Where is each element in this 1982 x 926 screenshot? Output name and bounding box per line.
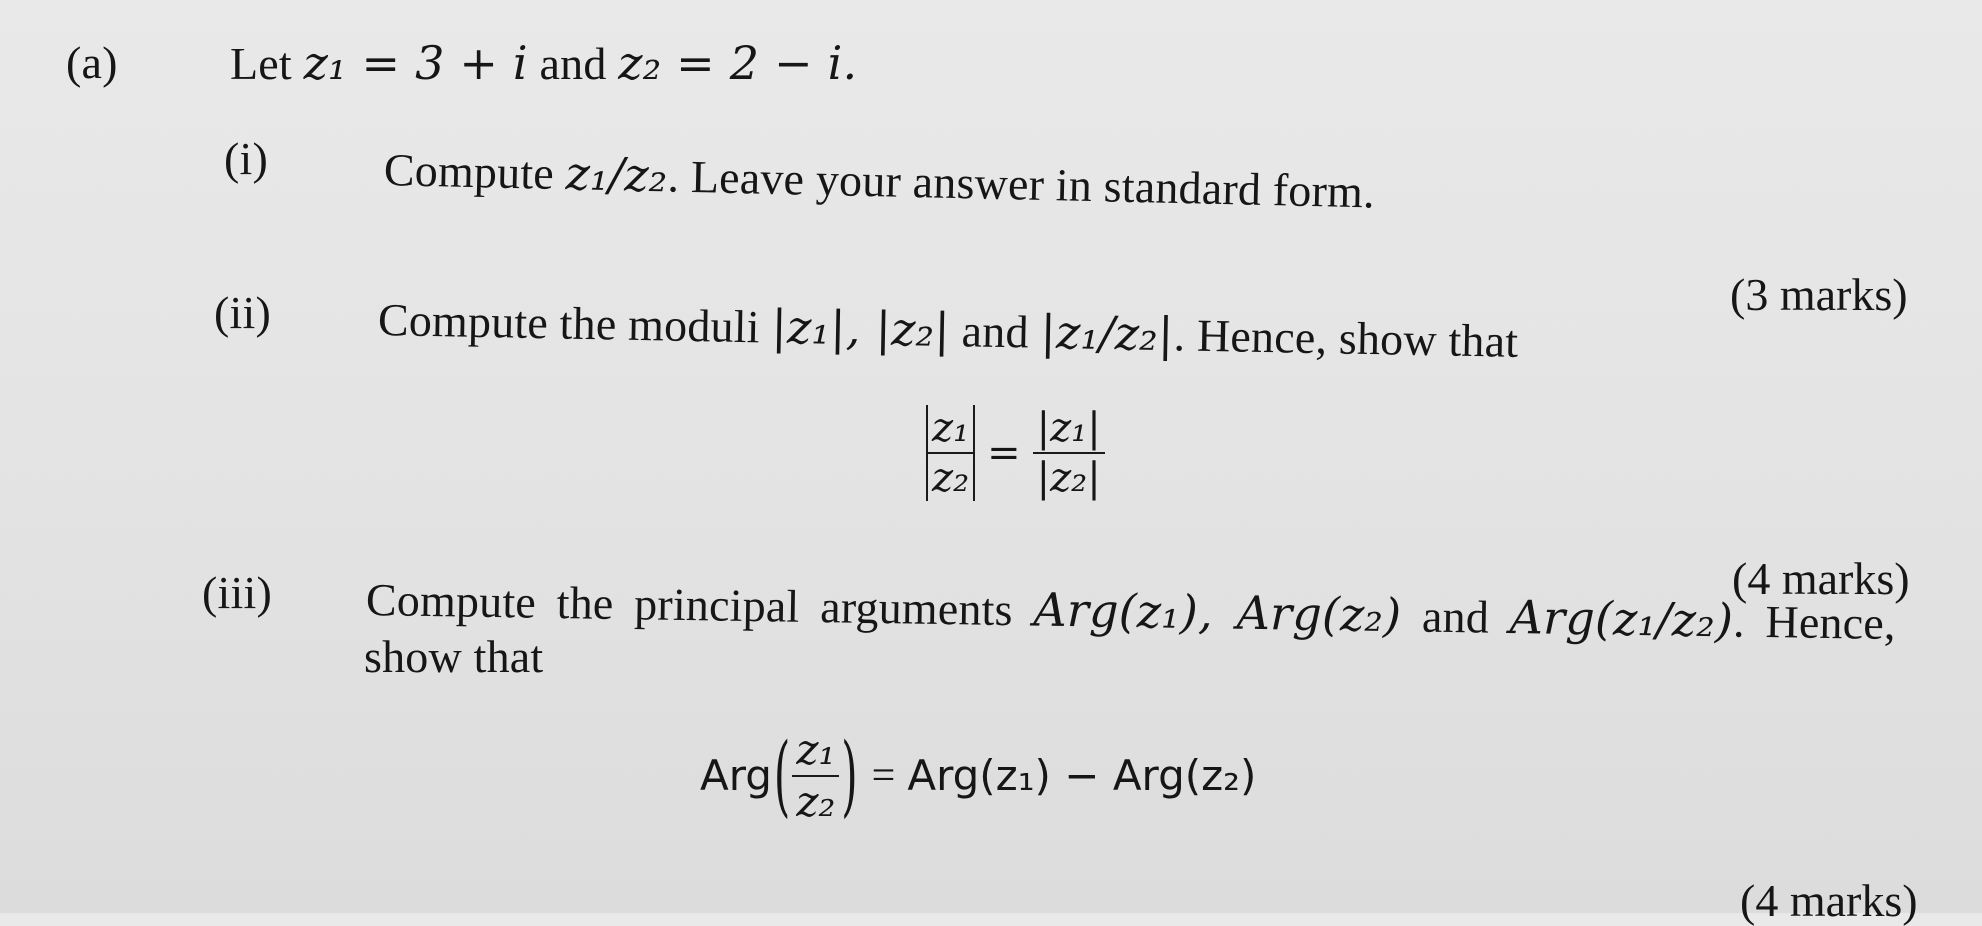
part-ii-label: (ii) [214,287,271,338]
fraction-left-denominator: z₂ [932,455,970,501]
part-iii-expr-list: Arg(z₁), Arg(z₂) [1033,582,1402,643]
part-iii-and-word: and [1421,590,1490,643]
part-ii-and-word: and [961,305,1030,358]
arg-equals-sign: = [871,753,896,800]
part-iii-question [365,574,1897,650]
arg-fraction-numerator: z₁ [796,725,836,774]
part-ii-text-before: Compute the moduli [377,294,761,353]
part-ii-question [378,296,1519,365]
fraction-left-numerator: z₁ [932,405,970,451]
fraction-right-bar [1033,452,1105,454]
part-iii-line2: show that [364,631,544,682]
part-i-marks: (3 marks) [1730,269,1908,320]
part-ii-expr-list: |z₁|, |z₂| [770,299,951,357]
intro-text: Let [230,38,292,89]
arg-fraction [792,725,839,827]
part-iii-expr-last: Arg(z₁/z₂) [1509,589,1734,648]
abs-bar-right [973,405,975,501]
left-paren: ( [773,723,791,827]
arg-fraction-denominator: z₂ [796,777,836,827]
part-ii-marks: (4 marks) [1732,553,1910,604]
fraction-left-bar [928,452,973,454]
part-ii-expr-last: |z₁/z₂| [1039,304,1175,362]
argument-equation [700,723,1257,827]
z1-definition: z₁ = 3 + i [303,36,528,90]
fraction-left [928,407,973,499]
part-iii-text-before: Compute the principal arguments [365,574,1014,636]
modulus-equation [926,405,1105,501]
right-paren: ) [841,723,858,827]
part-iii-label: (iii) [202,567,272,618]
z2-definition: z₂ = 2 − i. [618,36,858,90]
part-iii-text-after: . Hence, [1732,595,1897,650]
part-iii-marks: (4 marks) [1740,875,1918,926]
part-i-text-before: Compute [383,144,555,199]
part-i-question [383,144,1376,218]
fraction-right-denominator: |z₂| [1036,455,1101,501]
part-ii-text-after: . Hence, show that [1173,309,1519,367]
fraction-right-numerator: |z₁| [1036,405,1101,451]
part-i-expression: z₁/z₂ [565,146,669,203]
arg-function-label: Arg [700,751,772,801]
part-a-statement [230,36,858,90]
and-word: and [539,38,607,89]
part-i-text-after: . Leave your answer in standard form. [666,150,1376,218]
part-i-label: (i) [224,133,269,184]
fraction-right [1033,407,1105,499]
arg-rhs: Arg(z₁) − Arg(z₂) [907,751,1257,801]
part-a-label: (a) [66,37,118,88]
equals-sign: = [987,430,1021,476]
